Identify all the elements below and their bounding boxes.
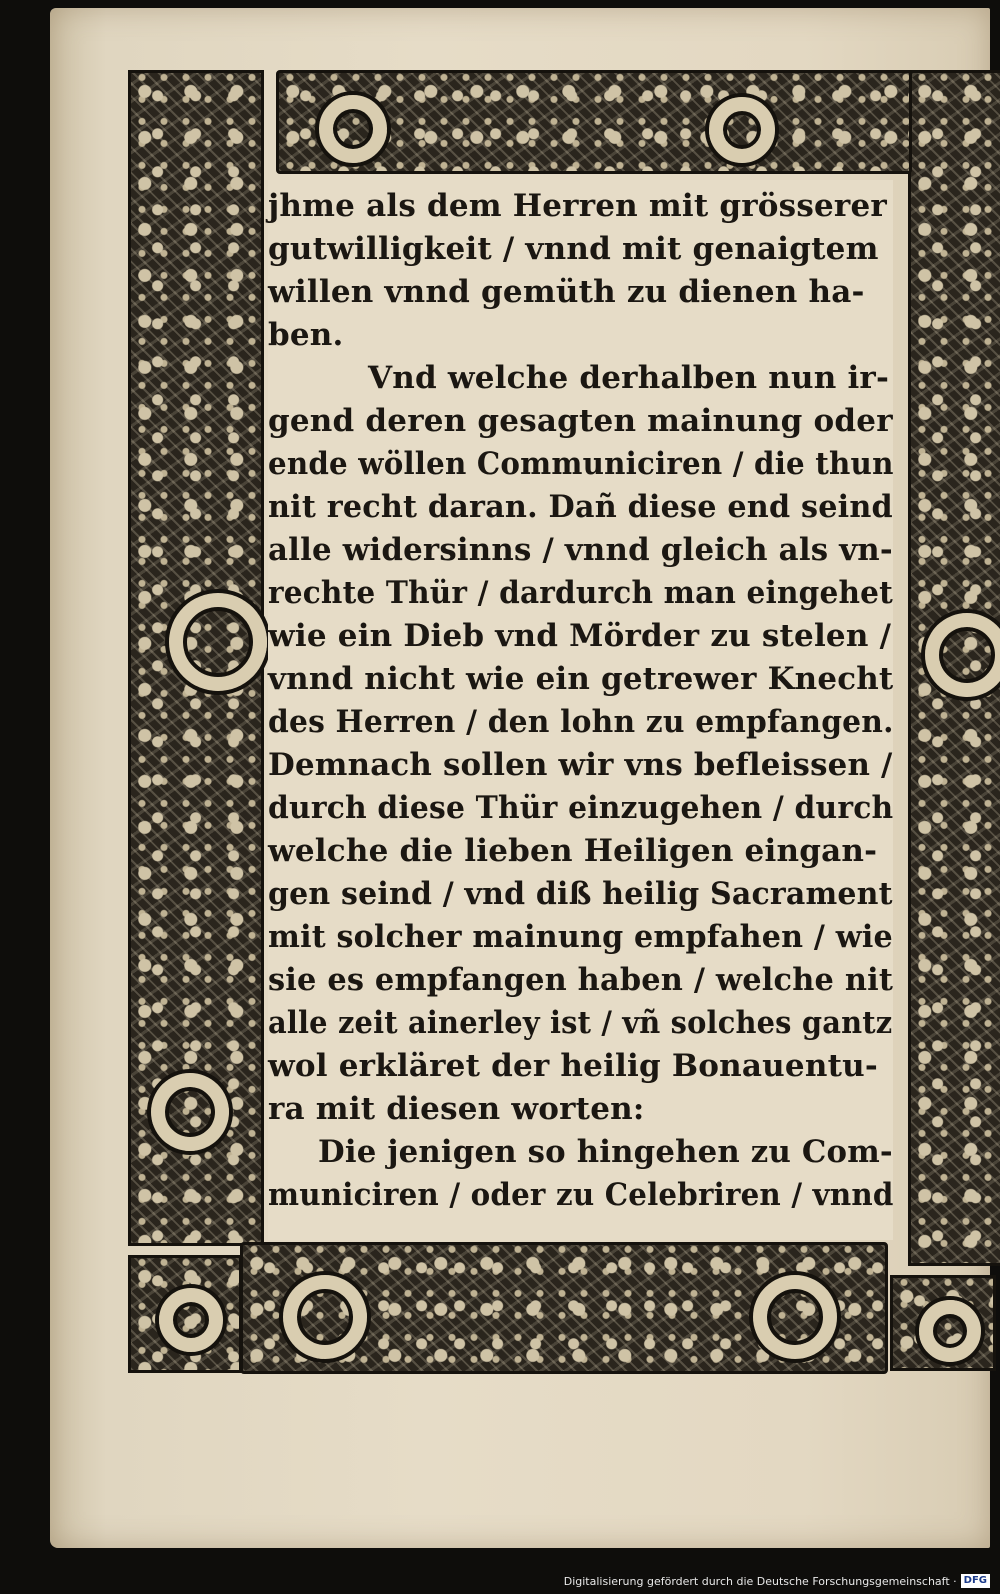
left-border-ornament — [128, 70, 264, 1246]
text-line: alle widersinns / vnnd gleich als vn- — [268, 532, 893, 568]
text-line: mit solcher mainung empfahen / wie — [268, 919, 893, 955]
text-line: alle zeit ainerley ist / vñ solches gantz — [268, 1005, 893, 1041]
bottom-border-ornament — [240, 1242, 888, 1374]
text-line: ben. — [268, 317, 344, 353]
text-line: Demnach sollen wir vns befleissen / — [268, 747, 893, 783]
text-line: des Herren / den lohn zu empfangen. — [268, 704, 894, 740]
text-line: wol erkläret der heilig Bonauentu- — [268, 1048, 878, 1084]
text-line: sie es empfangen haben / welche nit — [268, 962, 894, 998]
footer-credit-text: Digitalisierung gefördert durch die Deutsche Forschungsgemeinschaft · — [563, 1574, 957, 1588]
text-line: gend deren gesagten mainung oder — [268, 403, 893, 439]
dfg-logo-icon: DFG — [961, 1574, 990, 1588]
text-line: municiren / oder zu Celebriren / vnnd — [268, 1177, 894, 1213]
text-line: nit recht daran. Dañ diese end seind — [268, 489, 893, 525]
text-line: ra mit diesen worten: — [268, 1091, 645, 1127]
text-line: gen seind / vnd diß heilig Sacrament — [268, 876, 893, 912]
right-border-ornament — [908, 70, 1000, 1266]
paragraph-start-line: Die jenigen so hingehen zu Com- — [318, 1134, 893, 1170]
top-border-ornament — [276, 70, 912, 174]
text-line: rechte Thür / dardurch man eingehet — [268, 575, 893, 611]
text-line: wie ein Dieb vnd Mörder zu stelen / — [268, 618, 892, 654]
text-line: welche die lieben Heiligen eingan- — [268, 833, 878, 869]
bottom-left-flower-ornament — [128, 1255, 242, 1373]
text-block — [268, 180, 893, 1240]
text-line: ende wöllen Communiciren / die thun — [268, 446, 894, 482]
text-line: gutwilligkeit / vnnd mit genaigtem — [268, 231, 879, 267]
text-line: vnnd nicht wie ein getrewer Knecht — [268, 661, 894, 697]
text-line: durch diese Thür einzugehen / durch — [268, 790, 894, 826]
text-line: willen vnnd gemüth zu dienen ha- — [268, 274, 865, 310]
bottom-right-flower-ornament — [890, 1275, 996, 1371]
digitization-footer — [564, 1574, 990, 1588]
paragraph-start-line: Vnd welche derhalben nun ir- — [368, 360, 890, 396]
text-line: jhme als dem Herren mit grösserer — [268, 188, 887, 224]
